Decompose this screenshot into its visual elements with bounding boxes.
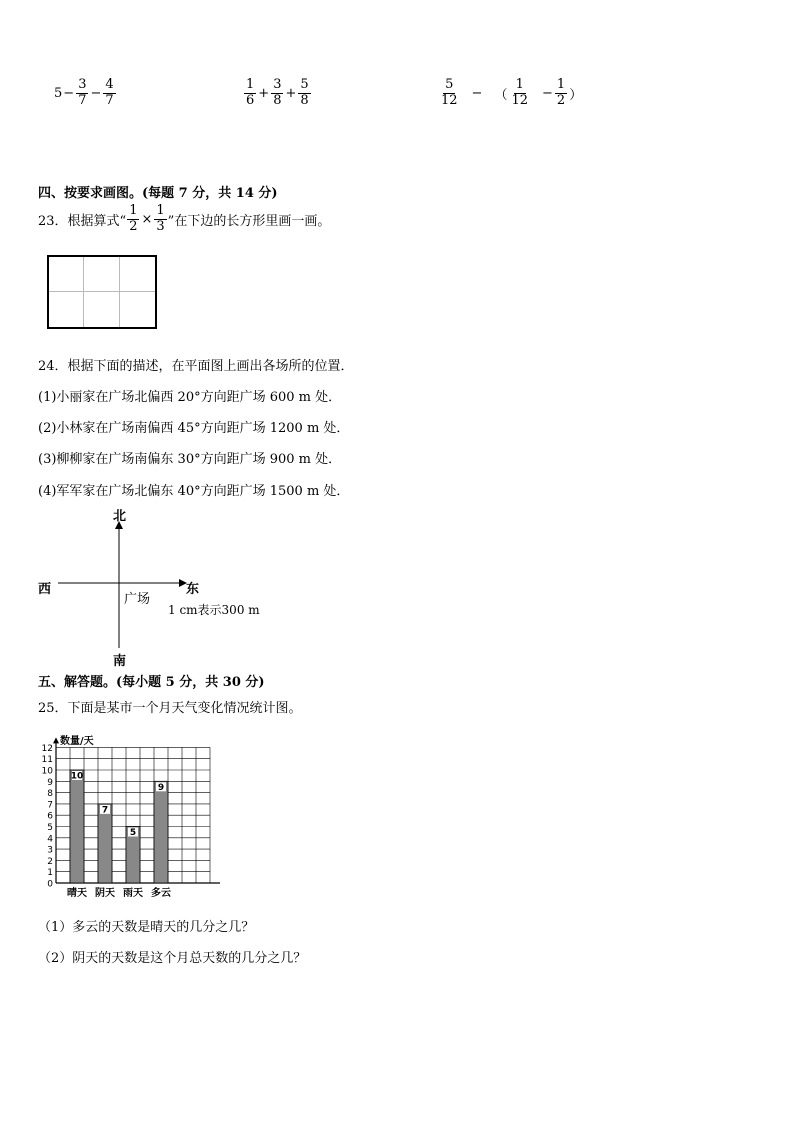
y-tick-label: 5 — [47, 823, 53, 833]
y-tick-label: 6 — [47, 811, 53, 822]
denominator: 8 — [273, 92, 282, 108]
q24-item-4: (4)军军家在广场北偏东 40°方向距广场 1500 m 处． — [38, 484, 350, 499]
denominator: 3 — [156, 218, 165, 234]
expression-2 — [243, 78, 312, 109]
square-label: 广场 — [124, 592, 151, 607]
right-paren: ） — [569, 87, 583, 103]
fraction — [154, 204, 166, 235]
q24-item-1: (1)小丽家在广场北偏西 20°方向距广场 600 m 处． — [38, 390, 342, 405]
y-tick-label: 11 — [41, 755, 53, 766]
fraction — [244, 78, 256, 109]
denominator: 12 — [511, 92, 529, 108]
operator: + — [285, 85, 297, 101]
fraction — [298, 78, 310, 109]
numerator: 1 — [515, 77, 524, 92]
grid-cell — [84, 292, 119, 327]
left-paren: （ — [494, 87, 508, 103]
section-4-title: 四、按要求画图。(每题 7 分，共 14 分) — [38, 186, 278, 201]
denominator: 2 — [129, 218, 138, 234]
grid-cell — [120, 257, 155, 292]
expression-3 — [438, 78, 583, 109]
numerator: 1 — [556, 77, 566, 92]
number: 5 — [54, 85, 63, 101]
fraction — [509, 78, 530, 109]
bar-value-label: 10 — [70, 771, 84, 782]
q24-item-2: (2)小林家在广场南偏西 45°方向距广场 1200 m 处． — [38, 421, 350, 436]
grid-cell — [120, 292, 155, 327]
y-tick-label: 7 — [47, 800, 53, 811]
y-tick-label: 12 — [41, 743, 53, 754]
fraction — [439, 78, 460, 109]
drawing-rectangle — [47, 255, 157, 329]
y-tick-label: 10 — [41, 766, 53, 777]
fraction — [555, 78, 567, 109]
q23-prefix: 23．根据算式“ — [38, 213, 127, 229]
y-axis-arrow — [53, 737, 59, 743]
category-label: 雨天 — [123, 888, 143, 899]
numerator: 5 — [445, 77, 454, 92]
bar — [98, 804, 112, 883]
numerator: 3 — [78, 77, 87, 92]
fraction — [127, 204, 139, 235]
category-label: 阴天 — [95, 888, 115, 899]
q23-suffix: ”在下边的长方形里画一画。 — [167, 213, 331, 229]
q25-question-1: （1）多云的天数是晴天的几分之几？ — [38, 920, 255, 935]
numerator: 1 — [129, 203, 138, 218]
section-5-title: 五、解答题。(每小题 5 分，共 30 分) — [38, 675, 265, 690]
grid-cell — [49, 292, 84, 327]
scale-label: 1 cm表示300 m — [168, 603, 260, 617]
y-tick-label: 4 — [47, 834, 53, 845]
question-23 — [38, 204, 330, 235]
operator: − — [63, 85, 75, 101]
y-tick-label: 9 — [47, 777, 53, 788]
question-25-title: 25．下面是某市一个月天气变化情况统计图。 — [38, 701, 302, 716]
question-24-title: 24．根据下面的描述，在平面图上画出各场所的位置． — [38, 359, 354, 374]
chart-categories — [67, 886, 171, 899]
north-label: 北 — [113, 509, 127, 524]
q25-question-2: （2）阴天的天数是这个月总天数的几分之几？ — [38, 951, 307, 966]
y-tick-label: 3 — [47, 845, 53, 856]
denominator: 12 — [441, 92, 458, 108]
grid-cell — [84, 257, 119, 292]
y-tick-label: 1 — [47, 868, 53, 879]
fraction — [76, 78, 88, 109]
denominator: 7 — [105, 92, 114, 108]
q24-item-3: (3)柳柳家在广场南偏东 30°方向距广场 900 m 处． — [38, 452, 342, 467]
chart-y-ticks — [42, 744, 54, 890]
bar-value-label: 5 — [129, 828, 137, 838]
bar — [70, 770, 84, 883]
y-tick-label: 8 — [47, 789, 53, 800]
operator: − — [90, 85, 102, 101]
fraction — [271, 78, 283, 109]
denominator: 8 — [300, 92, 309, 108]
east-label: 东 — [186, 582, 200, 597]
operator: + — [258, 85, 270, 101]
bar-value-label: 9 — [157, 782, 165, 793]
denominator: 2 — [556, 92, 566, 108]
category-label: 多云 — [151, 888, 171, 899]
denominator: 7 — [78, 92, 87, 108]
numerator: 4 — [105, 77, 114, 92]
numerator: 3 — [273, 77, 282, 92]
weather-bar-chart — [30, 728, 220, 900]
grid-cell — [49, 257, 84, 292]
chart-y-label: 数量/天 — [60, 736, 94, 747]
operator: − — [542, 85, 553, 101]
numerator: 1 — [246, 77, 255, 92]
expression-1 — [54, 78, 117, 109]
bar-value-label: 7 — [101, 805, 109, 816]
y-tick-label: 2 — [47, 856, 53, 867]
south-label: 南 — [113, 654, 127, 669]
operator: − — [471, 85, 483, 101]
fraction — [103, 78, 115, 109]
numerator: 1 — [156, 203, 165, 218]
west-label: 西 — [38, 582, 52, 597]
category-label: 晴天 — [67, 888, 87, 899]
bar — [154, 781, 168, 883]
times-operator: × — [141, 211, 153, 227]
y-tick-label: 0 — [47, 879, 53, 890]
numerator: 5 — [300, 77, 309, 92]
denominator: 6 — [246, 92, 255, 108]
